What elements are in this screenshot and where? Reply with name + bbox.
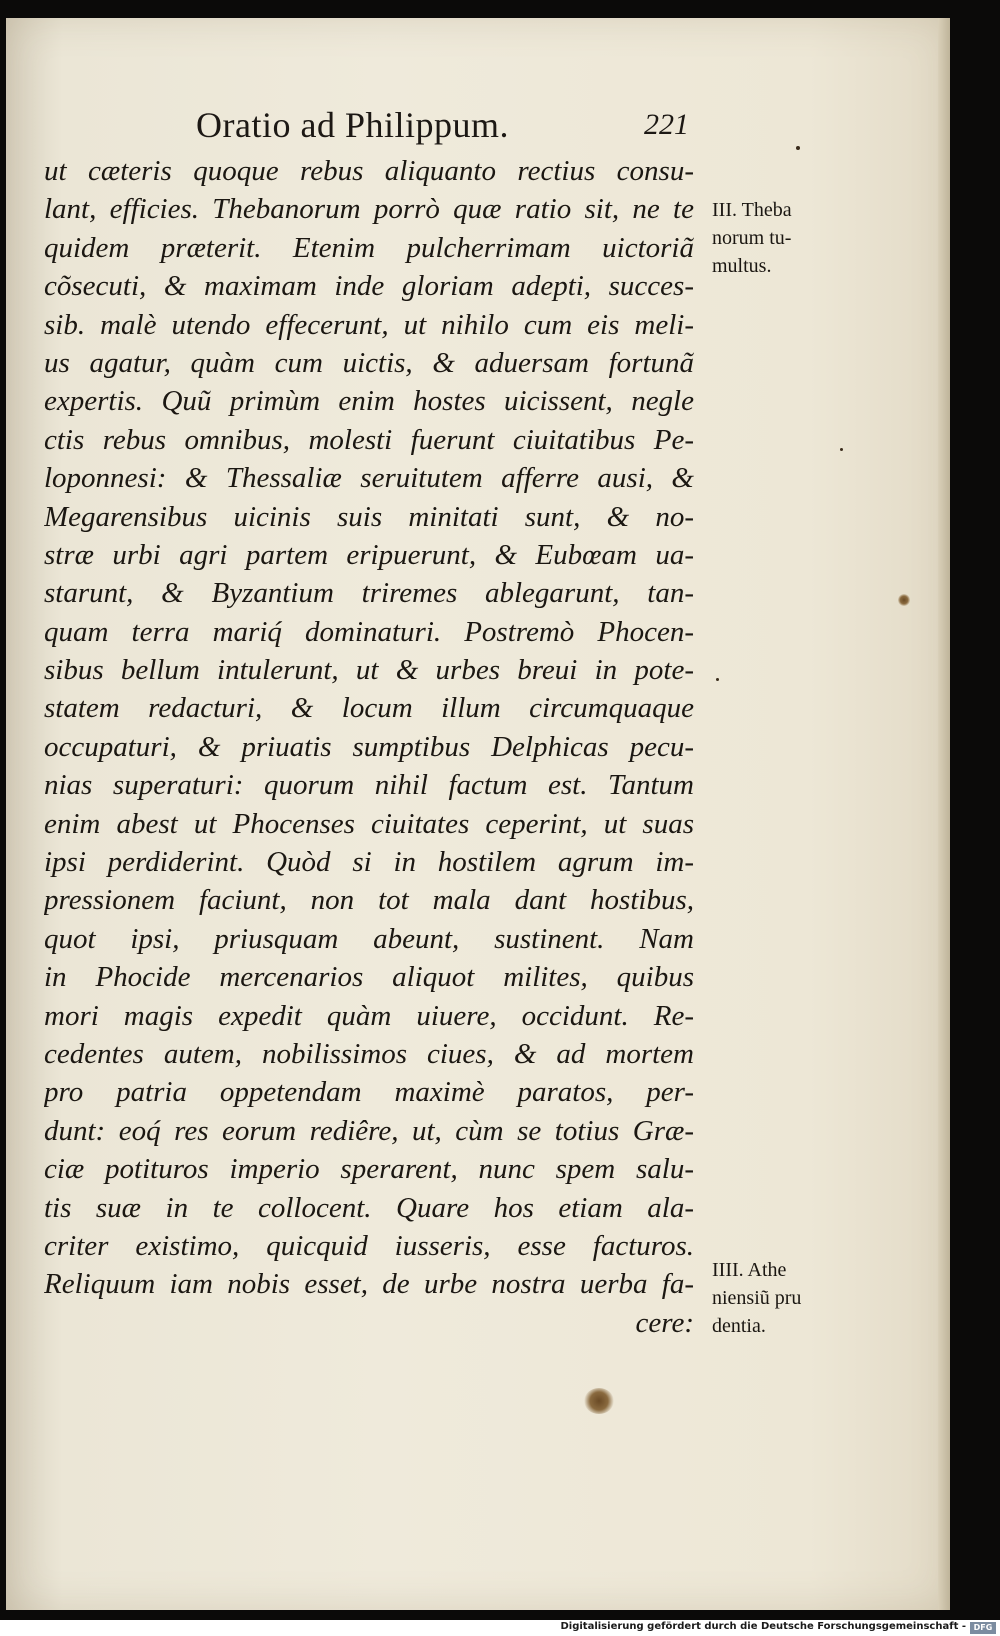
text-line: pressionem faciunt, non tot mala dant hostibus, [44, 884, 694, 917]
page-number: 221 [644, 108, 689, 141]
text-line: stræ urbi agri partem eripuerunt, & Eubœam ua- [44, 538, 694, 571]
text-line: occupaturi, & priuatis sumptibus Delphicas pecu- [44, 730, 694, 763]
text-line: tis suæ in te collocent. Quare hos etiam ala- [44, 1191, 694, 1224]
text-line: statem redacturi, & locum illum circumquaque [44, 692, 694, 725]
text-line: ipsi perdiderint. Quòd si in hostilem agrum im- [44, 846, 694, 879]
text-line: enim abest ut Phocenses ciuitates ceperint, ut suas [44, 807, 694, 840]
text-line: ctis rebus omnibus, molesti fuerunt ciuitatibus Pe- [44, 423, 694, 456]
margin-note-line: III. Theba [712, 199, 792, 221]
digitization-credit: Digitalisierung gefördert durch die Deutsche Forschungsgemeinschaft - [560, 1621, 966, 1632]
running-head-title: Oratio ad Philippum. [196, 105, 509, 145]
text-line: loponnesi: & Thessaliæ seruitutem afferre ausi, & [44, 462, 694, 495]
text-line: mori magis expedit quàm uiuere, occidunt. Re- [44, 999, 694, 1032]
text-line: sibus bellum intulerunt, ut & urbes breui in pote- [44, 654, 694, 687]
text-line: Megarensibus uicinis suis minitati sunt, & no- [44, 500, 694, 533]
margin-note-line: norum tu- [712, 227, 792, 249]
running-head [196, 104, 696, 154]
paper-speck [796, 146, 800, 150]
text-line: nias superaturi: quorum nihil factum est. Tantum [44, 769, 694, 802]
paper-speck [840, 448, 843, 451]
text-line: pro patria oppetendam maximè paratos, per- [44, 1076, 694, 1109]
text-line: Reliquum iam nobis esset, de urbe nostra uerba fa- [44, 1268, 694, 1301]
dfg-logo: DFG [970, 1622, 996, 1634]
page-edge [938, 18, 950, 1610]
text-line: ut cæteris quoque rebus aliquanto rectius consu- [44, 155, 694, 187]
ink-stain [898, 594, 910, 606]
text-line-catchword: cere: [635, 1306, 694, 1339]
text-line: criter existimo, quicquid iusseris, esse facturos. [44, 1229, 694, 1262]
body-text [44, 152, 694, 1342]
text-line: quot ipsi, priusquam abeunt, sustinent. Nam [44, 922, 694, 955]
margin-note-line: niensiũ pru [712, 1287, 802, 1309]
text-line: us agatur, quàm cum uictis, & aduersam fortunã [44, 346, 694, 379]
ink-stain [584, 1388, 614, 1414]
text-line: in Phocide mercenarios aliquot milites, quibus [44, 961, 694, 994]
margin-note-thebans [712, 196, 842, 280]
margin-note-line: IIII. Athe [712, 1259, 787, 1281]
text-line: sib. malè utendo effecerunt, ut nihilo cum eis meli- [44, 308, 694, 341]
text-line: quam terra mariq́ dominaturi. Postremò Phocen- [44, 615, 694, 648]
paper-speck [716, 678, 719, 681]
text-line: cedentes autem, nobilissimos ciues, & ad mortem [44, 1037, 694, 1070]
text-line: expertis. Quũ primùm enim hostes uicissent, negle [44, 385, 694, 418]
margin-note-athenians [712, 1256, 842, 1340]
text-line: ciæ potituros imperio sperarent, nunc spem salu- [44, 1153, 694, 1186]
text-line: dunt: eoq́ res eorum rediêre, ut, cùm se totius Græ- [44, 1114, 694, 1147]
text-line: quidem præterit. Etenim pulcherrimam uictoriã [44, 231, 694, 264]
margin-note-line: dentia. [712, 1315, 766, 1337]
text-line: lant, efficies. Thebanorum porrò quæ ratio sit, ne te [44, 193, 694, 226]
margin-note-line: multus. [712, 255, 772, 277]
text-line: cõsecuti, & maximam inde gloriam adepti, succes- [44, 270, 694, 303]
text-line: starunt, & Byzantium triremes ablegarunt, tan- [44, 577, 694, 610]
